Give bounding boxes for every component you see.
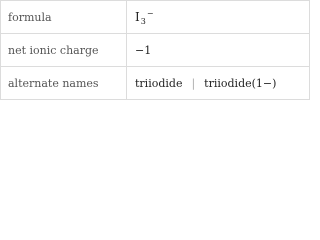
alternate-names-value bbox=[127, 67, 310, 100]
alternate-name-separator: | bbox=[191, 76, 196, 90]
formula-element: I bbox=[135, 10, 140, 24]
formula-superscript: − bbox=[146, 9, 154, 18]
table-row-alternate-names bbox=[1, 67, 310, 100]
table-row-formula bbox=[1, 1, 310, 34]
net-ionic-charge-value: −1 bbox=[127, 34, 310, 67]
formula-subscript: 3 bbox=[140, 17, 146, 26]
properties-table bbox=[0, 0, 310, 100]
table-row-net-ionic-charge bbox=[1, 34, 310, 67]
alternate-name-1: triiodide bbox=[135, 76, 183, 90]
net-ionic-charge-label: net ionic charge bbox=[1, 34, 127, 67]
formula-label: formula bbox=[1, 1, 127, 34]
alternate-name-2: triiodide(1−) bbox=[204, 76, 277, 90]
formula-value bbox=[127, 1, 310, 34]
alternate-names-label: alternate names bbox=[1, 67, 127, 100]
